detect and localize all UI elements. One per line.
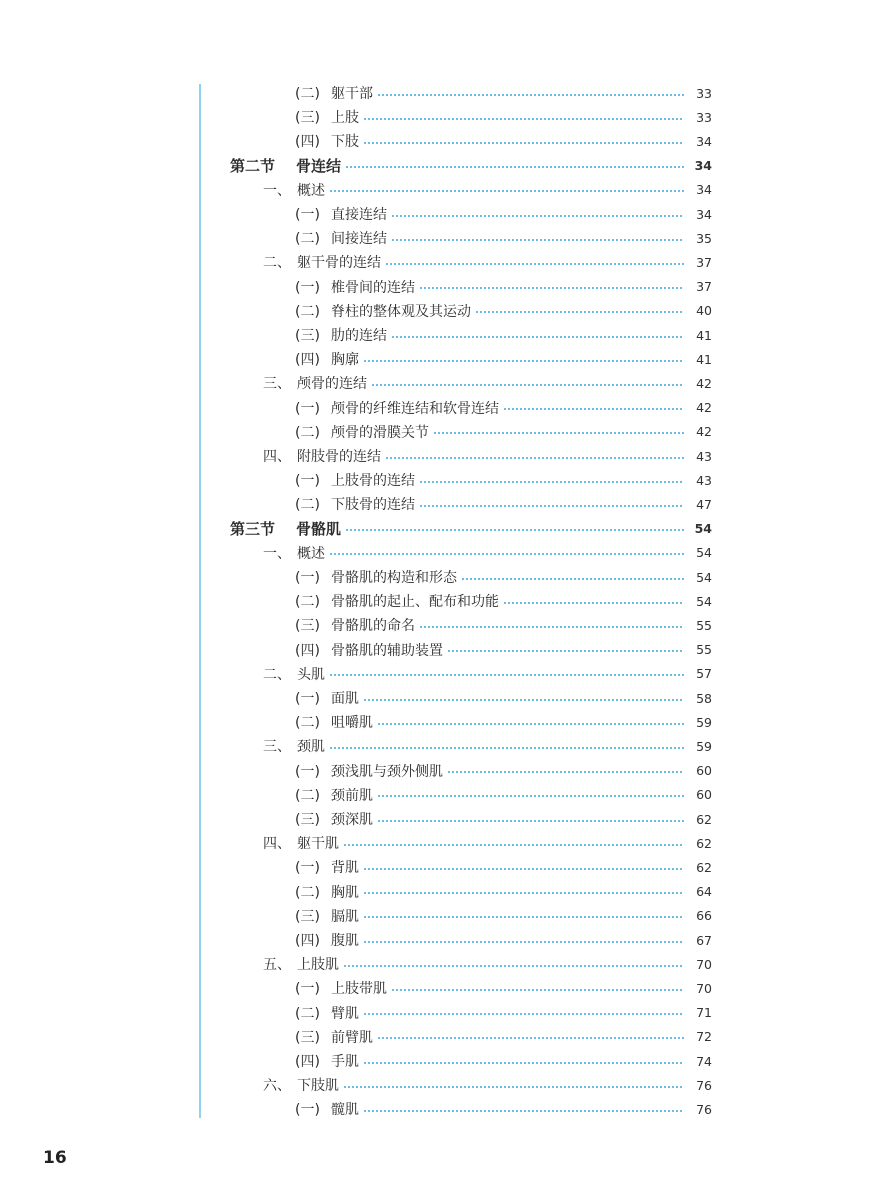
toc-entry-title: 躯干骨的连结 — [297, 255, 381, 272]
toc-entry-label — [295, 131, 359, 151]
toc-entry-label — [295, 422, 429, 442]
toc-entry-title: 颈前肌 — [331, 787, 373, 804]
toc-entry-number: (二) — [295, 884, 320, 901]
toc-entry[interactable] — [0, 613, 870, 637]
toc-entry-number: (二) — [295, 303, 320, 320]
toc-entry-number: 三、 — [263, 739, 291, 756]
toc-entry-label — [295, 228, 387, 248]
toc-entry-title: 膈肌 — [331, 908, 359, 925]
toc-entry-number: 第二节 — [230, 157, 276, 176]
toc-entry-label — [295, 1099, 359, 1119]
toc-entry-title: 髋肌 — [331, 1102, 359, 1119]
toc-entry-page: 40 — [696, 303, 712, 319]
toc-entry-label — [295, 470, 415, 490]
toc-entry[interactable] — [0, 1025, 870, 1049]
leader-dots — [345, 166, 684, 168]
toc-entry-number: (三) — [295, 908, 320, 925]
toc-entry-title: 上肢 — [331, 110, 359, 127]
toc-entry-number: (二) — [295, 1005, 320, 1022]
leader-dots — [363, 1013, 684, 1015]
toc-entry-page: 66 — [696, 908, 712, 924]
leader-dots — [343, 1086, 684, 1088]
toc-entry-title: 颈肌 — [297, 739, 325, 756]
toc-entry-number: (四) — [295, 1054, 320, 1070]
toc-entry-number: 第三节 — [230, 520, 276, 539]
toc-entry-number: 四、 — [263, 449, 291, 465]
leader-dots — [447, 771, 684, 773]
toc-entry[interactable] — [0, 807, 870, 831]
toc-entry-label — [295, 204, 387, 224]
toc-entry-title: 骨骼肌的起止、配布和功能 — [331, 594, 499, 611]
toc-entry-title: 脊柱的整体观及其运动 — [331, 303, 471, 320]
toc-entry-title: 头肌 — [297, 666, 325, 683]
toc-entry-title: 手肌 — [331, 1054, 359, 1070]
toc-entry-title: 概述 — [297, 182, 325, 199]
toc-entry[interactable] — [0, 129, 870, 153]
toc-section-heading[interactable] — [0, 154, 870, 178]
toc-entry-number: (一) — [295, 691, 320, 707]
toc-entry-page: 37 — [696, 254, 712, 270]
toc-entry-title: 躯干部 — [331, 86, 373, 102]
toc-entry[interactable] — [0, 686, 870, 710]
toc-entry-page: 70 — [696, 980, 712, 996]
toc-entry-title: 下肢 — [331, 134, 359, 151]
toc-entry-number: (二) — [295, 787, 320, 804]
leader-dots — [363, 142, 684, 144]
toc-entry-number: (四) — [295, 352, 320, 369]
toc-entry-title: 颈深肌 — [331, 812, 373, 828]
toc-entry[interactable] — [0, 759, 870, 783]
toc-entry[interactable] — [0, 855, 870, 879]
toc-entry-page: 62 — [696, 859, 712, 875]
leader-dots — [503, 602, 684, 604]
toc-entry-label — [295, 906, 359, 926]
toc-entry-number: (二) — [295, 424, 320, 441]
toc-entry-label — [230, 518, 341, 539]
toc-entry-label — [295, 930, 359, 950]
toc-entry[interactable] — [0, 468, 870, 492]
toc-entry[interactable] — [0, 396, 870, 420]
toc-entry-label — [295, 301, 471, 321]
leader-dots — [377, 795, 684, 797]
toc-entry-number: 四、 — [263, 836, 291, 853]
toc-entry[interactable] — [0, 880, 870, 904]
toc-entry-title: 肋的连结 — [331, 328, 387, 344]
toc-entry-title: 椎骨间的连结 — [331, 279, 415, 296]
toc-entry-label — [295, 1051, 359, 1071]
toc-entry[interactable] — [0, 371, 870, 395]
toc-entry-title: 颅骨的纤维连结和软骨连结 — [331, 400, 499, 417]
leader-dots — [329, 553, 684, 555]
toc-entry-title: 前臂肌 — [331, 1029, 373, 1046]
leader-dots — [329, 190, 684, 192]
toc-entry-number: (二) — [295, 594, 320, 611]
toc-entry-number: (三) — [295, 1029, 320, 1046]
toc-entry-label — [295, 591, 499, 611]
toc-entry-title: 骨骼肌 — [296, 520, 342, 539]
toc-entry-title: 腹肌 — [331, 933, 359, 949]
toc-entry-page: 72 — [696, 1029, 712, 1045]
toc-entry[interactable] — [0, 638, 870, 662]
toc-entry-label — [295, 277, 415, 297]
toc-entry-number: (一) — [295, 860, 320, 877]
toc-entry-label — [263, 736, 325, 756]
toc-entry-page: 57 — [696, 666, 712, 682]
leader-dots — [475, 311, 684, 313]
toc-entry[interactable] — [0, 444, 870, 468]
toc-entry-title: 臂肌 — [331, 1005, 359, 1022]
toc-entry-title: 下肢肌 — [297, 1078, 339, 1095]
toc-entry-page: 34 — [694, 158, 712, 174]
toc-entry-label — [295, 688, 359, 708]
leader-dots — [385, 263, 684, 265]
toc-entry-page: 42 — [696, 375, 712, 391]
toc-entry-title: 胸肌 — [331, 884, 359, 901]
toc-entry-title: 间接连结 — [331, 231, 387, 248]
leader-dots — [377, 820, 684, 822]
toc-entry-label — [263, 543, 325, 563]
leader-dots — [371, 384, 684, 386]
leader-dots — [363, 118, 684, 120]
toc-entry-page: 58 — [696, 690, 712, 706]
leader-dots — [391, 239, 684, 241]
toc-entry[interactable] — [0, 299, 870, 323]
toc-entry-page: 43 — [696, 472, 712, 488]
toc-entry-number: 一、 — [263, 545, 291, 562]
toc-entry-page: 33 — [696, 109, 712, 125]
toc-entry-title: 颈浅肌与颈外侧肌 — [331, 763, 443, 780]
toc-entry[interactable] — [0, 662, 870, 686]
toc-entry[interactable] — [0, 783, 870, 807]
toc-entry-title: 上肢肌 — [297, 957, 339, 974]
toc-entry-page: 70 — [696, 956, 712, 972]
page-number: 16 — [43, 1148, 67, 1168]
leader-dots — [363, 699, 684, 701]
toc-entry-label — [295, 398, 499, 418]
toc-entry-title: 躯干肌 — [297, 836, 339, 853]
toc-entry-number: (二) — [295, 86, 320, 102]
toc-entry-title: 上肢带肌 — [331, 981, 387, 998]
toc-entry-page: 54 — [696, 545, 712, 561]
toc-entry-page: 71 — [696, 1005, 712, 1021]
toc-entry-label — [263, 664, 325, 684]
toc-entry-page: 74 — [696, 1053, 712, 1069]
toc-entry-number: (二) — [295, 231, 320, 248]
toc-entry[interactable] — [0, 952, 870, 976]
toc-entry-number: (一) — [295, 279, 320, 296]
leader-dots — [391, 336, 684, 338]
leader-dots — [447, 650, 684, 652]
toc-entry-number: (一) — [295, 207, 320, 223]
toc-entry-label — [295, 325, 387, 345]
leader-dots — [363, 941, 684, 943]
toc-entry-label — [263, 1075, 339, 1095]
toc-entry-page: 55 — [696, 642, 712, 658]
toc-entry-label — [295, 567, 457, 587]
toc-entry-page: 47 — [696, 496, 712, 512]
toc-entry-page: 54 — [694, 521, 712, 537]
toc-entry-label — [263, 252, 381, 272]
leader-dots — [385, 457, 684, 459]
toc-entry-number: (四) — [295, 933, 320, 949]
leader-dots — [461, 578, 684, 580]
toc-entry-title: 骨骼肌的命名 — [331, 618, 415, 635]
toc-entry-number: (三) — [295, 812, 320, 828]
leader-dots — [377, 94, 684, 96]
toc-entry[interactable] — [0, 81, 870, 105]
toc-entry-page: 42 — [696, 424, 712, 440]
toc-entry-title: 上肢骨的连结 — [331, 473, 415, 490]
toc-entry-page: 41 — [696, 351, 712, 367]
toc-entry-title: 面肌 — [331, 691, 359, 707]
toc-entry-number: 五、 — [263, 957, 291, 974]
toc-entry-label — [263, 954, 339, 974]
toc-entry-title: 直接连结 — [331, 207, 387, 223]
toc-entry-number: (二) — [295, 715, 320, 732]
leader-dots — [363, 1062, 684, 1064]
toc-entry-title: 咀嚼肌 — [331, 715, 373, 732]
toc-entry-number: 一、 — [263, 182, 291, 199]
toc-entry-number: (二) — [295, 497, 320, 514]
toc-entry-page: 41 — [696, 327, 712, 343]
toc-entry-title: 颅骨的滑膜关节 — [331, 424, 429, 441]
leader-dots — [419, 481, 684, 483]
toc-entry-page: 34 — [696, 133, 712, 149]
leader-dots — [363, 916, 684, 918]
toc-entry-label — [295, 1027, 373, 1047]
toc-entry-page: 59 — [696, 714, 712, 730]
toc-entry-label — [295, 640, 443, 660]
toc-entry-page: 43 — [696, 448, 712, 464]
leader-dots — [363, 892, 684, 894]
toc-entry-number: 二、 — [263, 666, 291, 683]
toc-entry-label — [263, 373, 367, 393]
leader-dots — [363, 1110, 684, 1112]
toc-entry[interactable] — [0, 1001, 870, 1025]
toc-entry-number: (一) — [295, 981, 320, 998]
toc-entry-label — [295, 882, 359, 902]
toc-entry[interactable] — [0, 565, 870, 589]
toc-entry[interactable] — [0, 541, 870, 565]
toc-entry-label — [295, 494, 415, 514]
toc-section-heading[interactable] — [0, 517, 870, 541]
toc-entry-label — [263, 180, 325, 200]
toc-entry-number: (三) — [295, 110, 320, 127]
leader-dots — [329, 747, 684, 749]
toc-entry-number: (四) — [295, 642, 320, 659]
toc-entry[interactable] — [0, 928, 870, 952]
toc-entry-title: 背肌 — [331, 860, 359, 877]
toc-entry-number: (三) — [295, 328, 320, 344]
leader-dots — [363, 868, 684, 870]
toc-entry-label — [295, 349, 359, 369]
leader-dots — [433, 432, 684, 434]
leader-dots — [419, 287, 684, 289]
toc-entry-number: (四) — [295, 134, 320, 151]
toc-entry-label — [295, 761, 443, 781]
toc-entry[interactable] — [0, 1097, 870, 1121]
toc-entry-label — [295, 615, 415, 635]
toc-entry-label — [263, 833, 339, 853]
toc-entry-page: 60 — [696, 763, 712, 779]
toc-entry-label — [295, 785, 373, 805]
toc-entry-label — [295, 712, 373, 732]
toc-entry-page: 34 — [696, 206, 712, 222]
toc-entry-number: (一) — [295, 1102, 320, 1119]
toc-entry[interactable] — [0, 105, 870, 129]
toc-entry[interactable] — [0, 420, 870, 444]
toc-entry-label — [295, 83, 373, 103]
toc-entry-title: 骨骼肌的构造和形态 — [331, 570, 457, 586]
toc-entry-number: (一) — [295, 473, 320, 490]
leader-dots — [419, 626, 684, 628]
leader-dots — [329, 674, 684, 676]
leader-dots — [503, 408, 684, 410]
toc-entry-number: (一) — [295, 570, 320, 586]
toc-entry-page: 33 — [696, 85, 712, 101]
toc-entry[interactable] — [0, 178, 870, 202]
toc-entry-page: 54 — [696, 593, 712, 609]
toc-entry-page: 42 — [696, 400, 712, 416]
toc-entry-page: 34 — [696, 182, 712, 198]
toc-entry-title: 骨连结 — [296, 157, 342, 176]
leader-dots — [343, 965, 684, 967]
toc-entry-page: 55 — [696, 617, 712, 633]
toc-entry-page: 67 — [696, 932, 712, 948]
leader-dots — [377, 723, 684, 725]
leader-dots — [345, 529, 684, 531]
toc-entry-title: 概述 — [297, 545, 325, 562]
toc-entry-label — [263, 446, 381, 466]
leader-dots — [391, 989, 684, 991]
toc-entry-number: 三、 — [263, 376, 291, 393]
toc-entry[interactable] — [0, 250, 870, 274]
toc-entry[interactable] — [0, 492, 870, 516]
toc-entry-label — [295, 857, 359, 877]
toc-entry-label — [295, 978, 387, 998]
toc-entry[interactable] — [0, 589, 870, 613]
toc-entry-page: 60 — [696, 787, 712, 803]
toc-entry-label — [295, 107, 359, 127]
toc-entry-title: 骨骼肌的辅助装置 — [331, 642, 443, 659]
leader-dots — [377, 1037, 684, 1039]
toc-entry-number: 六、 — [263, 1078, 291, 1095]
toc-entry[interactable] — [0, 1049, 870, 1073]
toc-entry-page: 35 — [696, 230, 712, 246]
toc-entry-number: (一) — [295, 400, 320, 417]
toc-entry-page: 76 — [696, 1101, 712, 1117]
toc-entry-page: 62 — [696, 835, 712, 851]
toc-entry[interactable] — [0, 710, 870, 734]
toc-entry-page: 64 — [696, 884, 712, 900]
toc-entry[interactable] — [0, 734, 870, 758]
toc-entry-page: 76 — [696, 1077, 712, 1093]
toc-entry-label — [295, 809, 373, 829]
leader-dots — [419, 505, 684, 507]
toc-entry-page: 37 — [696, 279, 712, 295]
toc-entry-title: 下肢骨的连结 — [331, 497, 415, 514]
toc-entry[interactable] — [0, 831, 870, 855]
toc-entry-number: (三) — [295, 618, 320, 635]
toc-entry[interactable] — [0, 1073, 870, 1097]
toc-entry-label — [295, 1003, 359, 1023]
leader-dots — [343, 844, 684, 846]
toc-entry-page: 59 — [696, 738, 712, 754]
toc-entry-number: (一) — [295, 763, 320, 780]
toc-entry-page: 62 — [696, 811, 712, 827]
toc-entry[interactable] — [0, 226, 870, 250]
leader-dots — [391, 215, 684, 217]
toc-entry[interactable] — [0, 275, 870, 299]
toc-entry[interactable] — [0, 202, 870, 226]
toc-entry-title: 颅骨的连结 — [297, 376, 367, 393]
toc-entry[interactable] — [0, 347, 870, 371]
leader-dots — [363, 360, 684, 362]
toc-entry-label — [230, 155, 341, 176]
toc-entry-title: 附肢骨的连结 — [297, 449, 381, 465]
toc-entry-page: 54 — [696, 569, 712, 585]
toc-entry[interactable] — [0, 976, 870, 1000]
toc-entry[interactable] — [0, 323, 870, 347]
toc-entry-number: 二、 — [263, 255, 291, 272]
toc-entry[interactable] — [0, 904, 870, 928]
toc-entry-title: 胸廓 — [331, 352, 359, 369]
